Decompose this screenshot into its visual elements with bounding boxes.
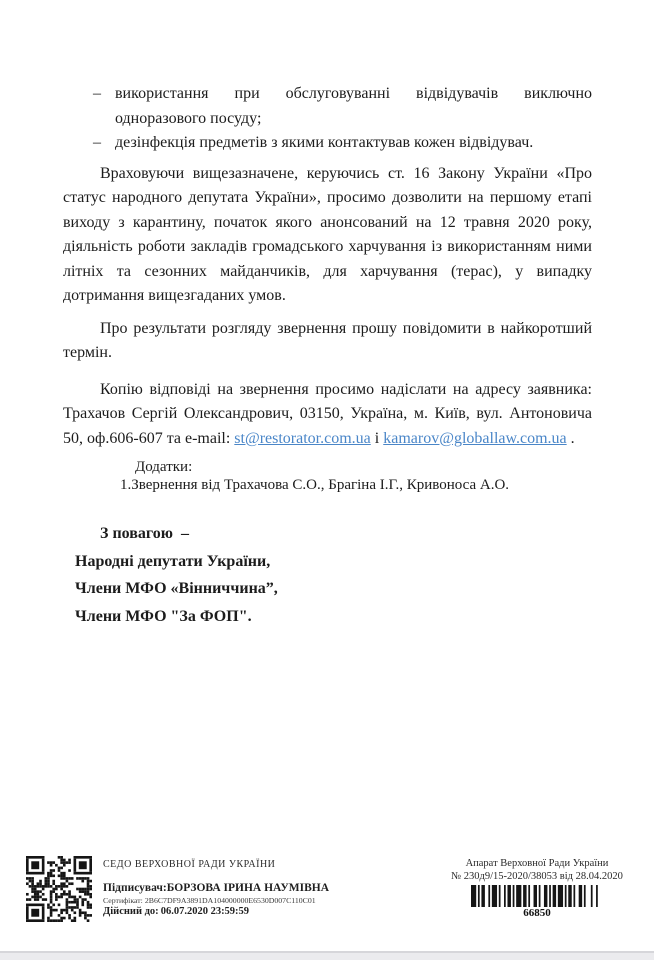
reply-address-text: Копію відповіді на звернення просимо надіслати на адресу заявника: Трахачов Сергій Олександрович, 03150, Україна, м. Київ, вул. Антоновича 50, оф.606-607 та e-mail: [63,380,592,447]
barcode-icon [471,885,603,907]
certificate-line [103,896,433,905]
validity-label: Дійсний до: [103,906,159,917]
certificate-label: Сертифікат: [103,896,143,905]
salutation: З повагою – [100,525,189,542]
email-link-restorator[interactable]: st@restorator.com.ua [234,429,371,447]
signature-block [63,520,592,630]
signer-line [103,882,433,894]
conjunction-text: і [370,429,384,447]
bullet-item [93,82,592,131]
bullet-item [93,131,592,156]
signature-line: Члени МФО "За ФОП". [75,607,252,625]
signature-line: Народні депутати України, [75,552,271,570]
validity-value: 06.07.2020 23:59:59 [160,906,250,917]
signer-label: Підписувач: [103,882,167,894]
dash-bullet-marker: – [93,134,101,151]
digital-signature-text [103,859,433,917]
bullet-list [63,82,592,156]
registration-number: № 230д9/15-2020/38053 від 28.04.2020 [451,870,623,882]
apparatus-label: Апарат Верховної Ради України [465,858,609,869]
certificate-value: 2B6C7DF9A3891DA104000000E6530D007C110C01 [144,896,316,905]
sedo-org-label: СЕДО ВЕРХОВНОЇ РАДИ УКРАЇНИ [103,859,276,870]
paragraph-request-notify: Про результати розгляду звернення прошу повідомити в найкоротший термін. [63,319,592,361]
attachments-section [63,459,592,494]
letter-body [63,82,592,630]
paragraph-reply-address [63,378,592,452]
barcode-number: 66850 [523,907,551,919]
dash-bullet-marker: – [93,85,101,102]
attachments-label: Додатки: [135,459,193,475]
email-link-globallaw[interactable]: kamarov@globallaw.com.ua [383,429,567,447]
trailing-period-text: . [566,429,575,447]
registration-stamp [447,858,627,919]
digital-signature-stamp [26,856,330,922]
signature-line: Члени МФО «Вінниччина”, [75,580,278,597]
signer-name: БОРЗОВА ІРИНА НАУМІВНА [166,882,330,894]
bullet-text: використання при обслуговуванні відвідувачів виключно одноразового посуду; [115,85,592,127]
qr-code-icon [26,856,92,922]
page-boundary-strip [0,951,654,960]
bullet-text: дезінфекція предметів з якими контактував кожен відвідувач. [115,134,534,151]
validity-line [103,906,433,917]
paragraph-legal-basis: Враховуючи вищезазначене, керуючись ст. 16 Закону України «Про статус народного депутата України», просимо дозволити на першому етапі виходу з карантину, початок якого анонсований на 12 травня 2020 року, діяльність роботи закладів громадського харчування із використанням ними літніх та сезонних майданчиків, для харчування (терас), у випадку дотримання вищезгаданих умов. [63,164,592,304]
attachments-item: 1.Звернення від Трахачова С.О., Брагіна І.Г., Кривоноса А.О. [120,477,510,493]
